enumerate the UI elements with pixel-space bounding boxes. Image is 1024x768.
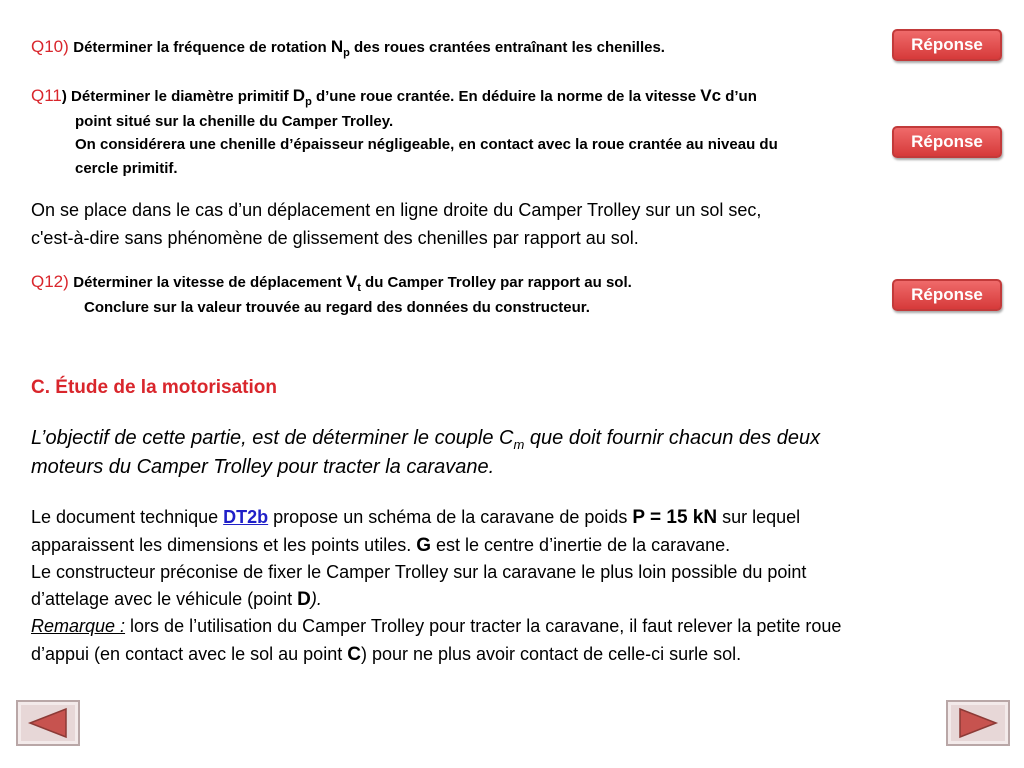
context-line1: On se place dans le cas d’un déplacement en ligne droite du Camper Trolley sur un sol sec, — [31, 200, 762, 220]
context-line2: c'est-à-dire sans phénomène de glissement des chenilles par rapport au sol. — [31, 228, 639, 248]
body-line2: apparaissent les dimensions et les points utiles. G est le centre d’inertie de la caravane. — [31, 535, 731, 556]
next-slide-button[interactable] — [946, 700, 1010, 746]
body-line5: Remarque : lors de l’utilisation du Camper Trolley pour tracter la caravane, il faut relever la petite roue — [31, 616, 842, 636]
previous-slide-button[interactable] — [16, 700, 80, 746]
q12-reponse-button[interactable]: Réponse — [892, 279, 1002, 311]
q11-reponse-button[interactable]: Réponse — [892, 126, 1002, 158]
q11-line4: cercle primitif. — [75, 160, 178, 177]
objective-line1: L’objectif de cette partie, est de déterminer le couple $C_m$ que doit fournir chacun des deux — [31, 427, 821, 452]
triangle-left-icon — [26, 707, 70, 739]
remarque-label: Remarque : — [31, 616, 126, 636]
q12-text: Déterminer la vitesse de déplacement $V_t$ du Camper Trolley par rapport au sol. — [73, 272, 632, 294]
q11-line2: point situé sur la chenille du Camper Trolley. — [75, 113, 394, 130]
objective-line2: moteurs du Camper Trolley pour tracter la caravane. — [31, 456, 495, 478]
q11-label: Q11 — [31, 86, 62, 105]
q11-line3: On considérera une chenille d’épaisseur négligeable, en contact avec la roue crantée au niveau du — [75, 136, 778, 153]
body-line4: d’attelage avec le véhicule (point D). — [31, 589, 322, 610]
body-line3: Le constructeur préconise de fixer le Camper Trolley sur la caravane le plus loin possible du point — [31, 562, 807, 582]
body-line1: Le document technique DT2b propose un schéma de la caravane de poids P = 15 kN sur lequel — [31, 507, 801, 528]
q10-reponse-button[interactable]: Réponse — [892, 29, 1002, 61]
q12-label: Q12) — [31, 272, 69, 291]
section-c-title: C. Étude de la motorisation — [31, 377, 277, 398]
triangle-right-icon — [956, 707, 1000, 739]
question-q12 — [31, 272, 632, 294]
question-q11 — [31, 86, 757, 108]
dt2b-link[interactable]: DT2b — [223, 507, 269, 527]
q11-text: ) Déterminer le diamètre primitif $D_p$ d’une roue crantée. En déduire la norme de la vitesse Vc d’un — [61, 86, 757, 108]
q12-line2: Conclure sur la valeur trouvée au regard des données du constructeur. — [84, 299, 590, 316]
question-q10 — [31, 37, 665, 59]
q10-label: Q10) — [31, 37, 69, 56]
q10-text: Déterminer la fréquence de rotation $N_p$ des roues crantées entraînant les chenilles. — [73, 37, 665, 59]
body-line6: d’appui (en contact avec le sol au point C) pour ne plus avoir contact de celle-ci surle sol. — [31, 644, 742, 665]
